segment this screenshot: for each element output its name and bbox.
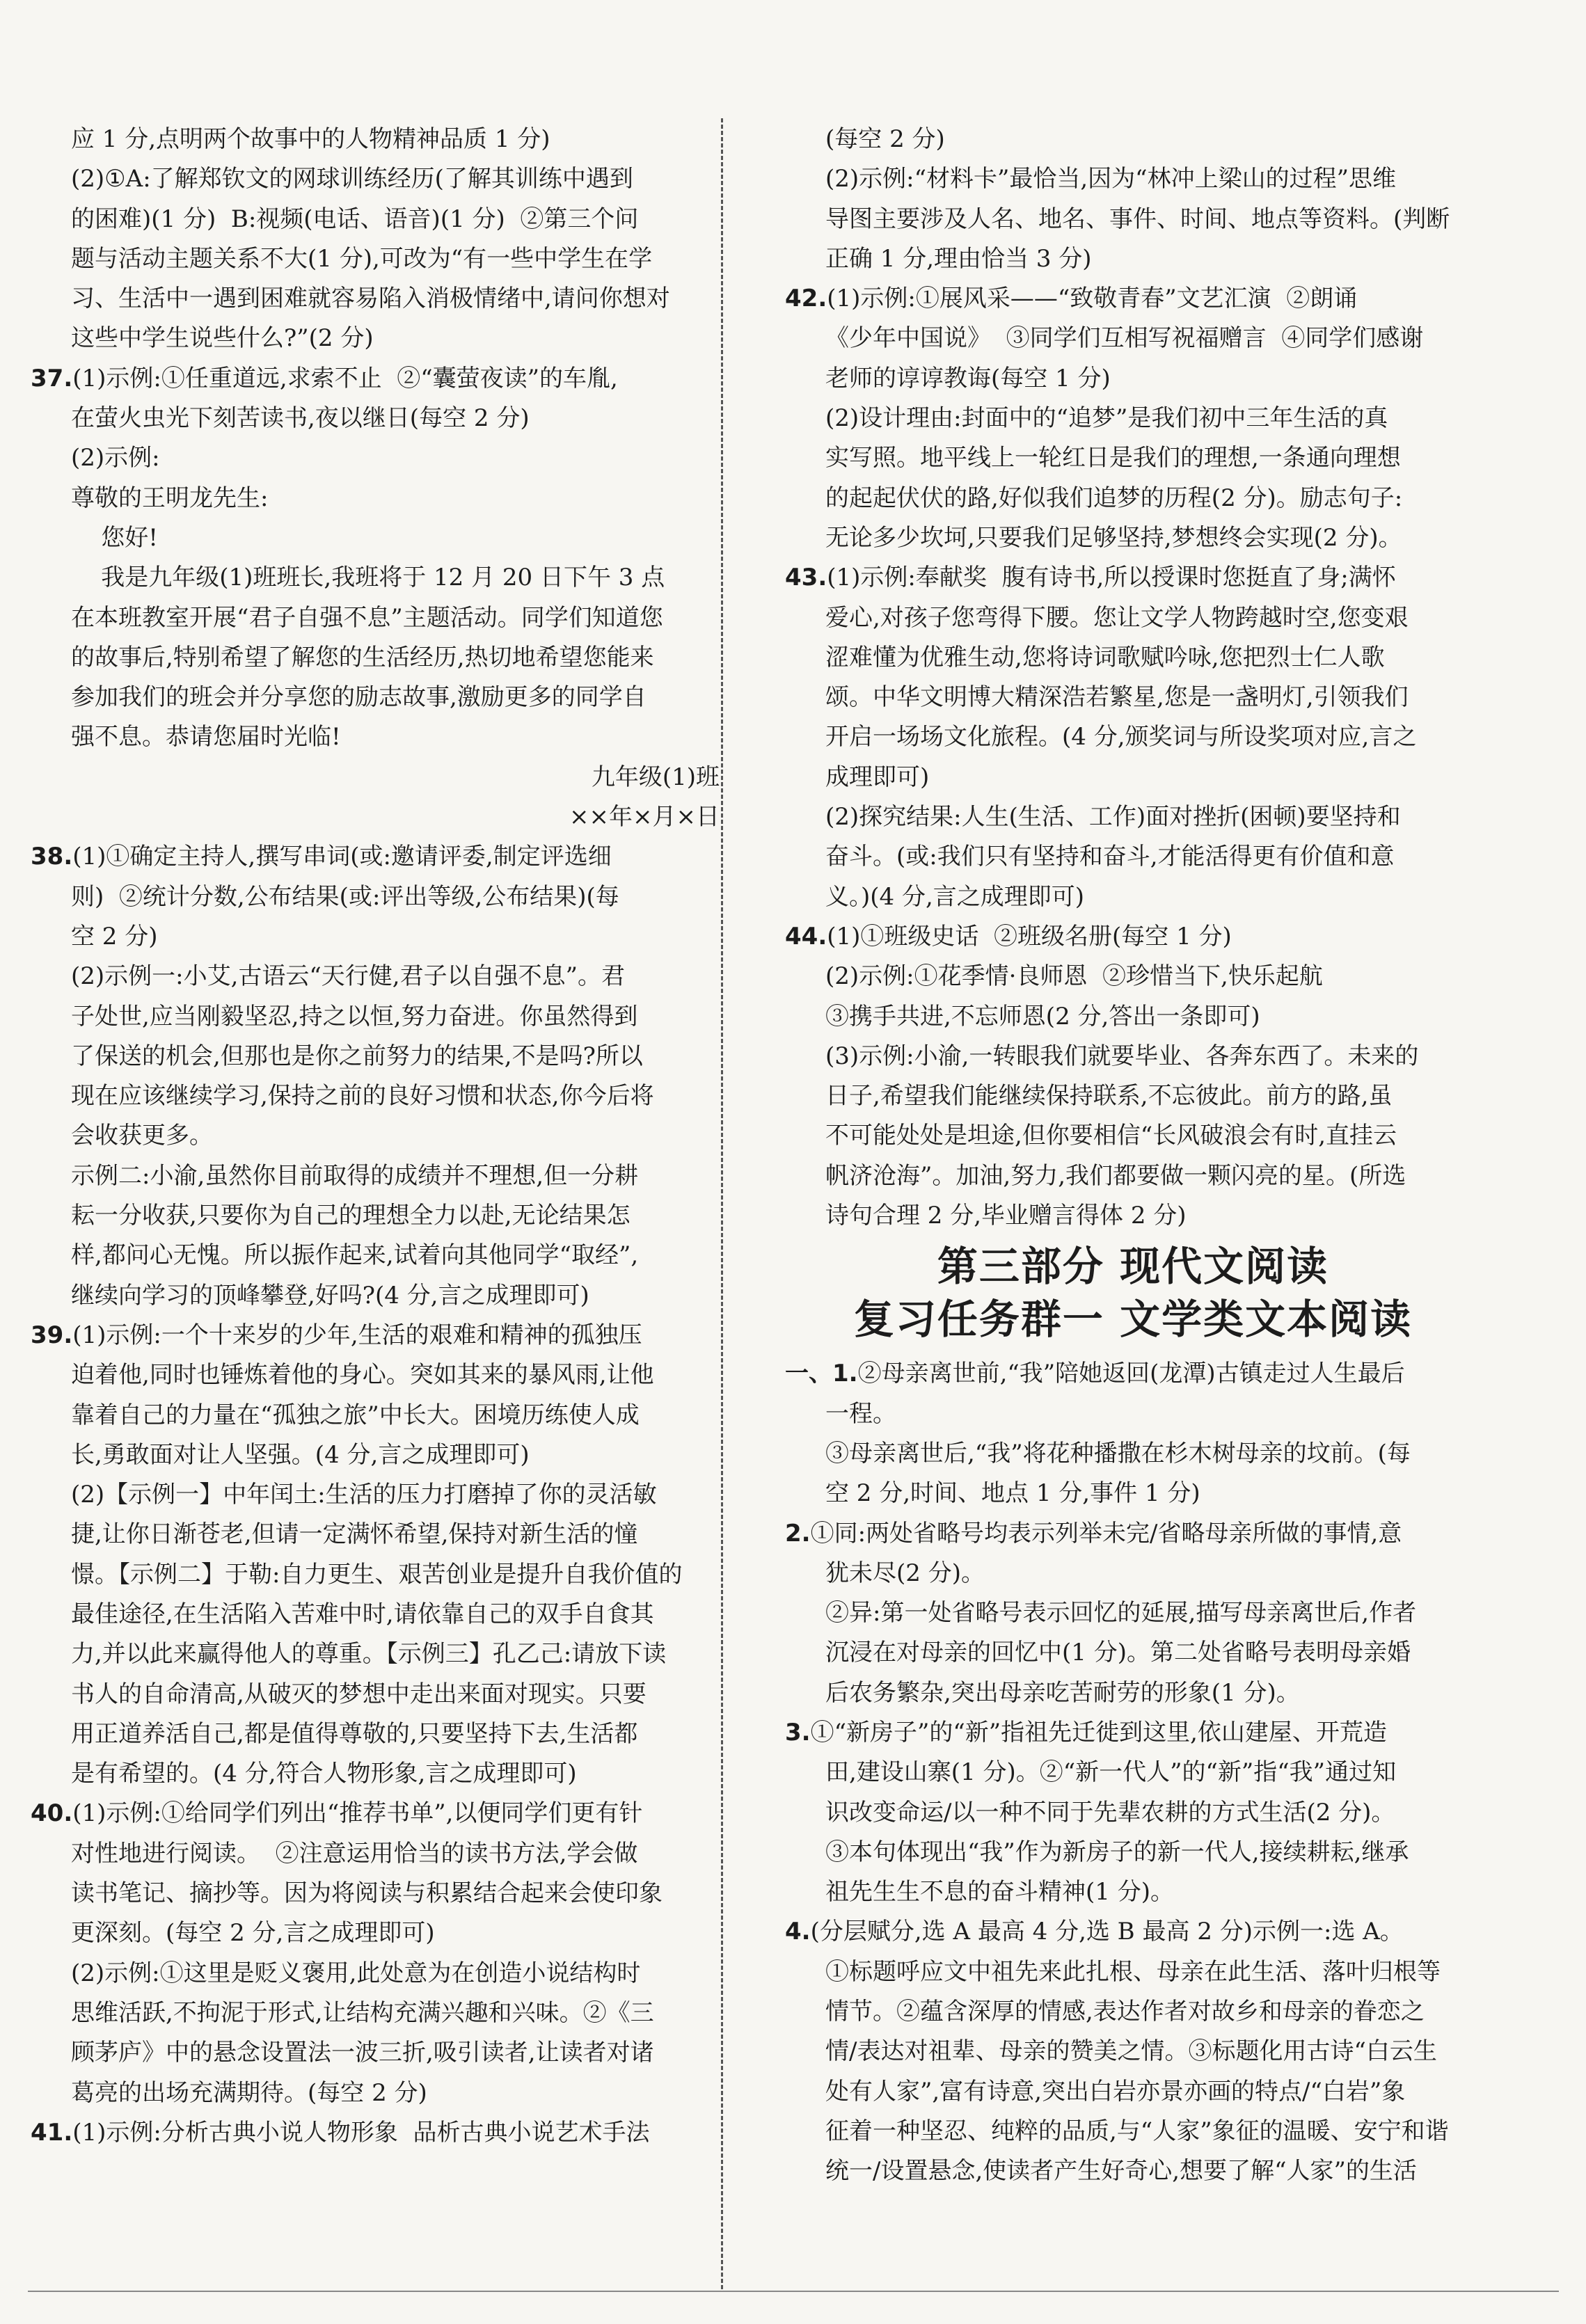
answer-line <box>31 1076 727 1116</box>
question-number: 40. <box>31 1799 73 1828</box>
answer-line <box>785 1992 1481 2032</box>
answer-line <box>785 120 1481 159</box>
answer-text: (分层赋分,选 A 最高 4 分,选 B 最高 2 分)示例一:选 A。 <box>810 1918 1404 1946</box>
answer-line <box>31 1475 727 1515</box>
answer-line <box>31 1236 727 1275</box>
answer-line <box>785 1474 1481 1513</box>
answer-text: (2)示例:①花季情·良师恩 ②珍惜当下,快乐起航 <box>825 962 1323 991</box>
answer-line <box>31 1834 727 1874</box>
answer-line <box>31 1714 727 1754</box>
answer-line <box>785 1713 1481 1753</box>
answer-text: 的困难)(1 分) B:视频(电话、语音)(1 分) ②第三个问 <box>71 205 639 233</box>
answer-text: 题与活动主题关系不大(1 分),可改为“有一些中学生在学 <box>71 244 653 273</box>
bottom-rule <box>28 2291 1559 2292</box>
answer-text: (2)示例:①这里是贬义褒用,此处意为在创造小说结构时 <box>71 1959 641 1987</box>
answer-text: 捷,让你日渐苍老,但请一定满怀希望,保持对新生活的憧 <box>71 1520 638 1549</box>
answer-text: 的起起伏伏的路,好似我们追梦的历程(2 分)。励志句子: <box>825 484 1403 512</box>
answer-line <box>31 319 727 358</box>
answer-line <box>785 837 1481 877</box>
answer-line <box>785 1554 1481 1593</box>
answer-line <box>785 1593 1481 1633</box>
answer-text: 葛亮的出场充满期待。(每空 2 分) <box>71 2078 427 2107</box>
answer-text: 情/表达对祖辈、母亲的赞美之情。③标题化用古诗“白云生 <box>825 2037 1437 2066</box>
answer-line <box>31 1196 727 1236</box>
question-number: 4. <box>785 1918 811 1946</box>
question-number: 38. <box>31 843 73 871</box>
answer-text: (1)示例:①展风采——“致敬青春”文艺汇演 ②朗诵 <box>827 285 1358 313</box>
answer-line <box>31 1913 727 1953</box>
answer-line <box>785 717 1481 757</box>
answer-line <box>785 1116 1481 1156</box>
answer-line <box>31 957 727 996</box>
answer-line <box>785 1514 1481 1554</box>
answer-line <box>31 717 727 757</box>
answer-line <box>785 518 1481 558</box>
subsection-title: 复习任务群一 文学类文本阅读 <box>853 1296 1413 1344</box>
answer-text: 征着一种坚忍、纯粹的品质,与“人家”象征的温暖、安宁和谐 <box>825 2117 1449 2145</box>
answer-text: (2)示例: <box>71 444 160 472</box>
answer-text: 在萤火虫光下刻苦读书,夜以继日(每空 2 分) <box>71 404 530 433</box>
answer-text: (1)示例:分析古典小说人物形象 品析古典小说艺术手法 <box>72 2118 650 2147</box>
answer-text: 在本班教室开展“君子自强不息”主题活动。同学们知道您 <box>71 603 663 632</box>
answer-text: 对性地进行阅读。 ②注意运用恰当的读书方法,学会做 <box>71 1839 638 1868</box>
answer-text: (1)示例:一个十来岁的少年,生活的艰难和精神的孤独压 <box>72 1321 642 1349</box>
answer-line <box>785 399 1481 438</box>
answer-text: 憬。【示例二】于勒:自力更生、艰苦创业是提升自我价值的 <box>71 1560 683 1589</box>
answer-line <box>785 678 1481 717</box>
answer-line <box>785 200 1481 239</box>
right-column <box>785 120 1481 2192</box>
answer-line <box>31 678 727 717</box>
answer-text: 不可能处处是坦途,但你要相信“长风破浪会有时,直挂云 <box>825 1122 1397 1150</box>
question-number: 42. <box>785 285 827 313</box>
answer-text: (3)示例:小渝,一转眼我们就要毕业、各奔东西了。未来的 <box>825 1042 1419 1070</box>
answer-text: 爱心,对孩子您弯得下腰。您让文学人物跨越时空,您变艰 <box>825 603 1409 632</box>
question-number: 44. <box>785 922 827 950</box>
answer-line <box>785 957 1481 996</box>
answer-line <box>785 1793 1481 1833</box>
answer-text: 开启一场场文化旅程。(4 分,颁奖词与所设奖项对应,言之 <box>825 723 1417 751</box>
answer-text: 的故事后,特别希望了解您的生活经历,热切地希望您能来 <box>71 643 654 671</box>
answer-line <box>785 479 1481 518</box>
answer-line <box>785 997 1481 1037</box>
answer-line <box>785 159 1481 199</box>
answer-text: 最佳途径,在生活陷入苦难中时,请依靠自己的双手自食其 <box>71 1600 654 1628</box>
answer-text: 会收获更多。 <box>71 1122 213 1150</box>
answer-line <box>31 279 727 319</box>
answer-text: (2)示例一:小艾,古语云“天行健,君子以自强不息”。君 <box>71 962 625 991</box>
answer-text: 尊敬的王明龙先生: <box>71 484 269 512</box>
answer-line <box>31 200 727 239</box>
answer-text: 是有希望的。(4 分,符合人物形象,言之成理即可) <box>71 1760 577 1788</box>
answer-text: 处有人家”,富有诗意,突出白岩亦景亦画的特点/“白岩”象 <box>825 2077 1406 2106</box>
answer-line <box>31 917 727 957</box>
answer-line <box>785 2072 1481 2112</box>
answer-text: 祖先生生不息的奋斗精神(1 分)。 <box>825 1878 1174 1907</box>
answer-line <box>785 1753 1481 1792</box>
answer-text: 力,并以此来赢得他人的尊重。【示例三】孔乙己:请放下读 <box>71 1640 667 1669</box>
answer-text: 成理即可) <box>825 763 930 791</box>
answer-line <box>785 359 1481 399</box>
answer-text: 统一/设置悬念,使读者产生好奇心,想要了解“人家”的生活 <box>825 2157 1417 2186</box>
answer-line <box>785 1434 1481 1474</box>
answer-text: 迫着他,同时也锤炼着他的身心。突如其来的暴风雨,让他 <box>71 1361 654 1390</box>
answer-text: 奋斗。(或:我们只有坚持和奋斗,才能活得更有价值和意 <box>825 843 1395 871</box>
question-number: 43. <box>785 564 827 592</box>
question-number: 3. <box>785 1718 811 1746</box>
answer-text: 颂。中华文明博大精深浩若繁星,您是一盏明灯,引领我们 <box>825 683 1409 712</box>
answer-text: 识改变命运/以一种不同于先辈农耕的方式生活(2 分)。 <box>825 1798 1395 1826</box>
answer-text: (1)①班级史话 ②班级名册(每空 1 分) <box>827 922 1232 950</box>
answer-line <box>785 917 1481 957</box>
answer-line <box>31 638 727 678</box>
answer-line <box>31 1794 727 1833</box>
answer-text: (每空 2 分) <box>825 125 945 153</box>
answer-line <box>31 518 727 558</box>
answer-text: 这些中学生说些什么?”(2 分) <box>71 324 374 353</box>
answer-text: (1)示例:①任重道远,求索不止 ②“囊萤夜读”的车胤, <box>72 364 618 392</box>
answer-text: 靠着自己的力量在“孤独之旅”中长大。困境历练使人成 <box>71 1401 640 1429</box>
answer-line <box>31 837 727 877</box>
answer-line <box>31 2033 727 2073</box>
answer-line <box>785 598 1481 638</box>
answer-line <box>31 997 727 1037</box>
question-number: 39. <box>31 1321 73 1349</box>
answer-line <box>31 1396 727 1435</box>
answer-line <box>785 1076 1481 1116</box>
answer-text: 继续向学习的顶峰攀登,好吗?(4 分,言之成理即可) <box>71 1281 589 1310</box>
question-number: 2. <box>785 1519 811 1547</box>
answer-line <box>785 1156 1481 1196</box>
answer-line <box>31 438 727 478</box>
answer-text: ③母亲离世后,“我”将花种播撒在杉木树母亲的坟前。(每 <box>825 1439 1411 1467</box>
answer-text: 正确 1 分,理由恰当 3 分) <box>825 244 1092 273</box>
answer-line <box>31 1675 727 1714</box>
answer-line <box>785 1872 1481 1912</box>
answer-line <box>785 319 1481 358</box>
answer-text: 用正道养活自己,都是值得尊敬的,只要坚持下去,生活都 <box>71 1719 638 1748</box>
answer-line <box>31 1116 727 1156</box>
answer-line <box>31 1874 727 1913</box>
answer-line <box>31 159 727 199</box>
answer-line <box>785 758 1481 797</box>
answer-text: ③本句体现出“我”作为新房子的新一代人,接续耕耘,继承 <box>825 1838 1409 1866</box>
answer-line <box>785 558 1481 598</box>
answer-line <box>785 638 1481 678</box>
answer-line <box>785 1673 1481 1713</box>
question-number: 37. <box>31 364 73 392</box>
answer-text: 情节。②蕴含深厚的情感,表达作者对故乡和母亲的眷恋之 <box>825 1998 1425 2026</box>
answer-line <box>785 1633 1481 1673</box>
answer-line <box>785 438 1481 478</box>
answer-line <box>785 2151 1481 2191</box>
answer-text: 帆济沧海”。加油,努力,我们都要做一颗闪亮的星。(所选 <box>825 1161 1406 1190</box>
answer-text: 无论多少坎坷,只要我们足够坚持,梦想终会实现(2 分)。 <box>825 523 1402 552</box>
answer-text: (2)①A:了解郑钦文的网球训练经历(了解其训练中遇到 <box>71 165 633 193</box>
answer-text: (2)设计理由:封面中的“追梦”是我们初中三年生活的真 <box>825 404 1388 433</box>
answer-text: 思维活跃,不拘泥于形式,让结构充满兴趣和兴味。②《三 <box>71 1998 654 2027</box>
answer-line <box>785 1912 1481 1952</box>
answer-text: 实写照。地平线上一轮红日是我们的理想,一条通向理想 <box>825 444 1401 472</box>
answer-line <box>31 558 727 598</box>
answer-line <box>31 1037 727 1076</box>
answer-text: 长,勇敢面对让人坚强。(4 分,言之成理即可) <box>71 1440 530 1469</box>
answer-text: 子处世,应当刚毅坚忍,持之以恒,努力奋进。你虽然得到 <box>71 1002 638 1030</box>
answer-line <box>31 1595 727 1634</box>
answer-text: 后农务繁杂,突出母亲吃苦耐劳的形象(1 分)。 <box>825 1678 1300 1707</box>
answer-line <box>31 797 727 837</box>
answer-text: 九年级(1)班 <box>591 763 720 791</box>
answer-text: ②异:第一处省略号表示回忆的延展,描写母亲离世后,作者 <box>825 1599 1417 1627</box>
answer-text: 一程。 <box>825 1399 896 1428</box>
answer-line <box>31 399 727 438</box>
answer-text: 参加我们的班会并分享您的励志故事,激励更多的同学自 <box>71 683 647 712</box>
answer-text: 习、生活中一遇到困难就容易陷入消极情绪中,请问你想对 <box>71 285 670 313</box>
answer-line <box>785 1952 1481 1992</box>
left-column <box>31 120 727 2153</box>
answer-text: 了保送的机会,但那也是你之前努力的结果,不是吗?所以 <box>71 1042 643 1070</box>
answer-line <box>31 1515 727 1554</box>
answer-line <box>785 2032 1481 2071</box>
answer-text: 更深刻。(每空 2 分,言之成理即可) <box>71 1919 435 1948</box>
answer-text: 沉浸在对母亲的回忆中(1 分)。第二处省略号表明母亲婚 <box>825 1639 1411 1667</box>
answer-text: ××年×月×日 <box>569 803 720 831</box>
answer-text: 空 2 分) <box>71 922 158 950</box>
answer-text: (2)探究结果:人生(生活、工作)面对挫折(困顿)要坚持和 <box>825 803 1401 831</box>
answer-text: 现在应该继续学习,保持之前的良好习惯和状态,你今后将 <box>71 1082 654 1111</box>
answer-text: 读书笔记、摘抄等。因为将阅读与积累结合起来会使印象 <box>71 1879 663 1908</box>
answer-line <box>785 239 1481 279</box>
answer-text: 耘一分收获,只要你为自己的理想全力以赴,无论结果怎 <box>71 1202 631 1230</box>
answer-text: 样,都问心无愧。所以振作起来,试着向其他同学“取经”, <box>71 1241 639 1270</box>
answer-text: 示例二:小渝,虽然你目前取得的成绩并不理想,但一分耕 <box>71 1161 639 1190</box>
answer-text: 您好! <box>71 523 158 552</box>
answer-text: 则) ②统计分数,公布结果(或:评出等级,公布结果)(每 <box>71 882 619 911</box>
answer-line <box>31 120 727 159</box>
answer-text: 《少年中国说》 ③同学们互相写祝福赠言 ④同学们感谢 <box>825 324 1424 353</box>
answer-text: 顾茅庐》中的悬念设置法一波三折,吸引读者,让读者对诸 <box>71 2039 654 2067</box>
answer-text: (1)示例:①给同学们列出“推荐书单”,以便同学们更有针 <box>72 1799 643 1828</box>
answer-line <box>785 1833 1481 1872</box>
answer-text: 田,建设山寨(1 分)。②“新一代人”的“新”指“我”通过知 <box>825 1758 1397 1787</box>
answer-text: 空 2 分,时间、地点 1 分,事件 1 分) <box>825 1479 1200 1508</box>
answer-line <box>31 1316 727 1355</box>
answer-line <box>31 1435 727 1475</box>
answer-line <box>31 1355 727 1395</box>
answer-text: 应 1 分,点明两个故事中的人物精神品质 1 分) <box>71 125 550 153</box>
answer-line <box>31 877 727 917</box>
answer-text: 书人的自命清高,从破灭的梦想中走出来面对现实。只要 <box>71 1680 647 1708</box>
answer-line <box>31 598 727 638</box>
answer-line <box>785 1354 1481 1394</box>
answer-line <box>31 1555 727 1595</box>
answer-text: ①“新房子”的“新”指祖先迁徙到这里,依山建屋、开荒造 <box>810 1718 1387 1746</box>
answer-text: ③携手共进,不忘师恩(2 分,答出一条即可) <box>825 1002 1260 1030</box>
answer-line <box>785 1394 1481 1434</box>
answer-line <box>785 877 1481 917</box>
answer-text: 诗句合理 2 分,毕业赠言得体 2 分) <box>825 1202 1187 1230</box>
answer-line <box>31 1993 727 2033</box>
answer-line <box>785 279 1481 319</box>
answer-text: 强不息。恭请您届时光临! <box>71 723 341 751</box>
question-number: 41. <box>31 2118 73 2147</box>
answer-line <box>785 1196 1481 1236</box>
answer-text: (2)【示例一】中年闰土:生活的压力打磨掉了你的灵活敏 <box>71 1481 657 1509</box>
answer-text: ②母亲离世前,“我”陪她返回(龙潭)古镇走过人生最后 <box>857 1360 1405 1388</box>
answer-line <box>785 2112 1481 2151</box>
answer-text: 老师的谆谆教诲(每空 1 分) <box>825 364 1111 392</box>
answer-line <box>31 1754 727 1794</box>
answer-line <box>31 2113 727 2153</box>
answer-line <box>785 1037 1481 1076</box>
question-number: 一、1. <box>785 1360 858 1388</box>
answer-line <box>31 2074 727 2113</box>
answer-line <box>31 758 727 797</box>
answer-line <box>31 239 727 279</box>
answer-text: (1)示例:奉献奖 腹有诗书,所以授课时您挺直了身;满怀 <box>827 564 1396 592</box>
answer-line <box>785 797 1481 837</box>
answer-text: (1)①确定主持人,撰写串词(或:邀请评委,制定评选细 <box>72 843 612 871</box>
answer-line <box>31 1156 727 1196</box>
section-title: 第三部分 现代文阅读 <box>937 1243 1329 1291</box>
answer-text: 我是九年级(1)班班长,我班将于 12 月 20 日下午 3 点 <box>71 564 665 592</box>
answer-line <box>31 479 727 518</box>
answer-text: 犹未尽(2 分)。 <box>825 1559 985 1587</box>
answer-text: 义。)(4 分,言之成理即可) <box>825 882 1085 911</box>
answer-line <box>31 1954 727 1993</box>
answer-text: 导图主要涉及人名、地名、事件、时间、地点等资料。(判断 <box>825 205 1450 233</box>
answer-line <box>31 1634 727 1674</box>
answer-line <box>31 1276 727 1316</box>
answer-text: 涩难懂为优雅生动,您将诗词歌赋吟咏,您把烈士仁人歌 <box>825 643 1385 671</box>
answer-line <box>31 359 727 399</box>
answer-text: ①标题呼应文中祖先来此扎根、母亲在此生活、落叶归根等 <box>825 1957 1441 1986</box>
answer-text: 日子,希望我们能继续保持联系,不忘彼此。前方的路,虽 <box>825 1082 1393 1111</box>
answer-text: (2)示例:“材料卡”最恰当,因为“林冲上梁山的过程”思维 <box>825 165 1396 193</box>
answer-text: ①同:两处省略号均表示列举未完/省略母亲所做的事情,意 <box>810 1519 1402 1547</box>
